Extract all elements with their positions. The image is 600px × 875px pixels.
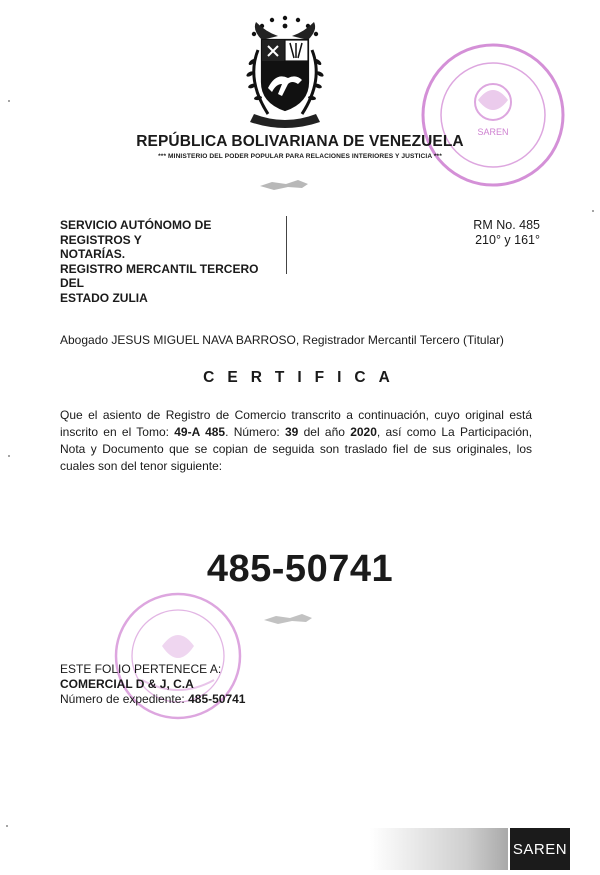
tomo-value: 49-A 485 [174,425,226,439]
rm-number: RM No. 485 [473,218,540,232]
company-name: COMERCIAL D & J, C.A [60,677,194,691]
rm-coords: 210° y 161° [475,233,540,247]
rm-reference [430,218,540,248]
expediente-label: Número de expediente: [60,692,189,706]
certification-paragraph [60,407,532,475]
vertical-divider [286,216,287,274]
body-part-4: , así como La Participación, Nota y Documento que se copian de seguida son traslado fiel de sus originales, los cuales son del tenor siguiente: [60,425,533,473]
office-line-3: REGISTRO MERCANTIL TERCERO DEL [60,261,259,290]
ministry-subtitle: *** MINISTERIO DEL PODER POPULAR PARA RELACIONES INTERIORES Y JUSTICIA *** [158,153,442,160]
saren-logo: SAREN [510,828,570,870]
expediente-line [60,692,320,707]
numero-value: 39 [284,425,299,439]
scan-artifact [258,178,310,192]
folio-label: ESTE FOLIO PERTENECE A: [60,662,222,676]
file-number-large: 485-50741 [206,548,394,590]
coat-of-arms-emblem [232,10,338,134]
scan-artifact [262,612,314,626]
scan-speck [8,455,10,457]
body-part-3: del año [298,425,351,439]
registrar-statement: Abogado JESUS MIGUEL NAVA BARROSO, Registrador Mercantil Tercero (Titular) [60,333,504,347]
certifica-heading: CERTIFICA [203,369,403,386]
expediente-number: 485-50741 [188,692,246,706]
office-line-4: ESTADO ZULIA [60,290,148,305]
body-part-1: Que el asiento de Registro de Comercio transcrito a continuación, cuyo original está inscrito en el Tomo: [60,408,532,439]
scan-speck [592,210,594,212]
office-line-2: NOTARÍAS. [60,247,126,261]
official-seal-stamp-top [418,40,568,190]
body-part-2: . Número: [225,425,285,439]
registry-office-name [60,218,280,305]
stamp-saren-text: SAREN [477,127,509,137]
republic-title: REPÚBLICA BOLIVARIANA DE VENEZUELA [136,133,464,150]
scan-shadow [370,828,508,870]
scan-speck [6,825,8,827]
folio-ownership [60,662,320,707]
office-line-1: SERVICIO AUTÓNOMO DE REGISTROS Y [60,218,212,247]
scan-speck [8,100,10,102]
anio-value: 2020 [350,425,377,439]
